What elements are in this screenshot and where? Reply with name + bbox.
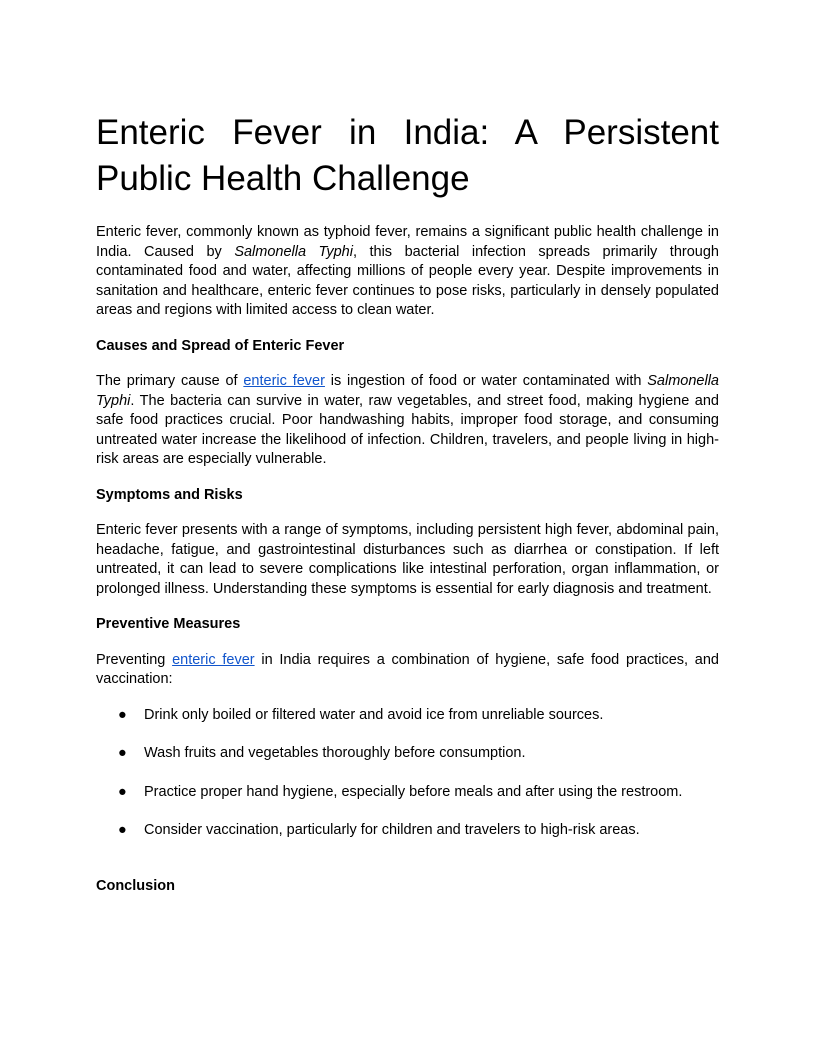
prevention-text-2: in India requires a combination of hygiene, safe food practices, and vaccination: (96, 651, 719, 687)
prevention-paragraph (96, 651, 719, 690)
causes-text-1: The primary cause of (96, 373, 244, 389)
prevention-enteric-fever-link[interactable]: enteric fever (172, 651, 255, 668)
list-item-text: Practice proper hand hygiene, especially before meals and after using the restroom. (144, 783, 683, 800)
intro-italic-term: Salmonella Typhi (234, 243, 353, 260)
causes-italic-term: Salmonella Typhi (96, 373, 719, 409)
intro-paragraph (96, 223, 719, 321)
causes-paragraph (96, 372, 719, 470)
list-item (96, 821, 719, 841)
symptoms-heading: Symptoms and Risks (96, 486, 243, 503)
prevention-list (96, 706, 719, 841)
conclusion-heading: Conclusion (96, 877, 175, 894)
list-item-text: Drink only boiled or filtered water and avoid ice from unreliable sources. (144, 706, 604, 723)
causes-text-2: is ingestion of food or water contaminated with (324, 373, 648, 389)
list-item-text: Wash fruits and vegetables thoroughly before consumption. (144, 745, 526, 761)
causes-text-3: . The bacteria can survive in water, raw vegetables, and street food, making hygiene and safe food practices crucial. Poor handwashing habits, improper food storage, and consuming untreated water increase the likelihood of infection. Children, travelers, and people living in high-risk areas are especially vulnerable. (96, 392, 719, 467)
prevention-text-1: Preventing (96, 651, 173, 668)
intro-text-1: Enteric fever, commonly known as typhoid fever, remains a significant public health challenge in India. Caused by (96, 224, 719, 260)
bullet-icon: ● (118, 745, 127, 761)
list-item (96, 744, 719, 764)
document-page (96, 110, 719, 912)
causes-heading: Causes and Spread of Enteric Fever (96, 337, 345, 354)
page-title (96, 110, 719, 202)
bullet-icon: ● (118, 706, 127, 723)
symptoms-paragraph: Enteric fever presents with a range of symptoms, including persistent high fever, abdominal pain, headache, fatigue, and gastrointestinal disturbances such as diarrhea or constipation. If left untreated, it can lead to severe complications like intestinal perforation, organ inflammation, or prolonged illness. Understanding these symptoms is essential for early diagnosis and treatment. (96, 522, 719, 597)
list-item (96, 783, 719, 803)
causes-enteric-fever-link[interactable]: enteric fever (243, 373, 325, 389)
title-line-2: Public Health Challenge (96, 159, 470, 198)
intro-text-2: , this bacterial infection spreads primarily through contaminated food and water, affecting millions of people every year. Despite improvements in sanitation and healthcare, enteric fever continues to pose risks, particularly in densely populated areas and regions with limited access to clean water. (96, 243, 719, 318)
bullet-icon: ● (118, 783, 127, 800)
list-item (96, 706, 719, 726)
prevention-heading: Preventive Measures (96, 616, 241, 632)
list-item-text: Consider vaccination, particularly for children and travelers to high-risk areas. (144, 822, 640, 838)
bullet-icon: ● (118, 822, 127, 838)
title-line-1: Enteric Fever in India: A Persistent (96, 113, 719, 152)
